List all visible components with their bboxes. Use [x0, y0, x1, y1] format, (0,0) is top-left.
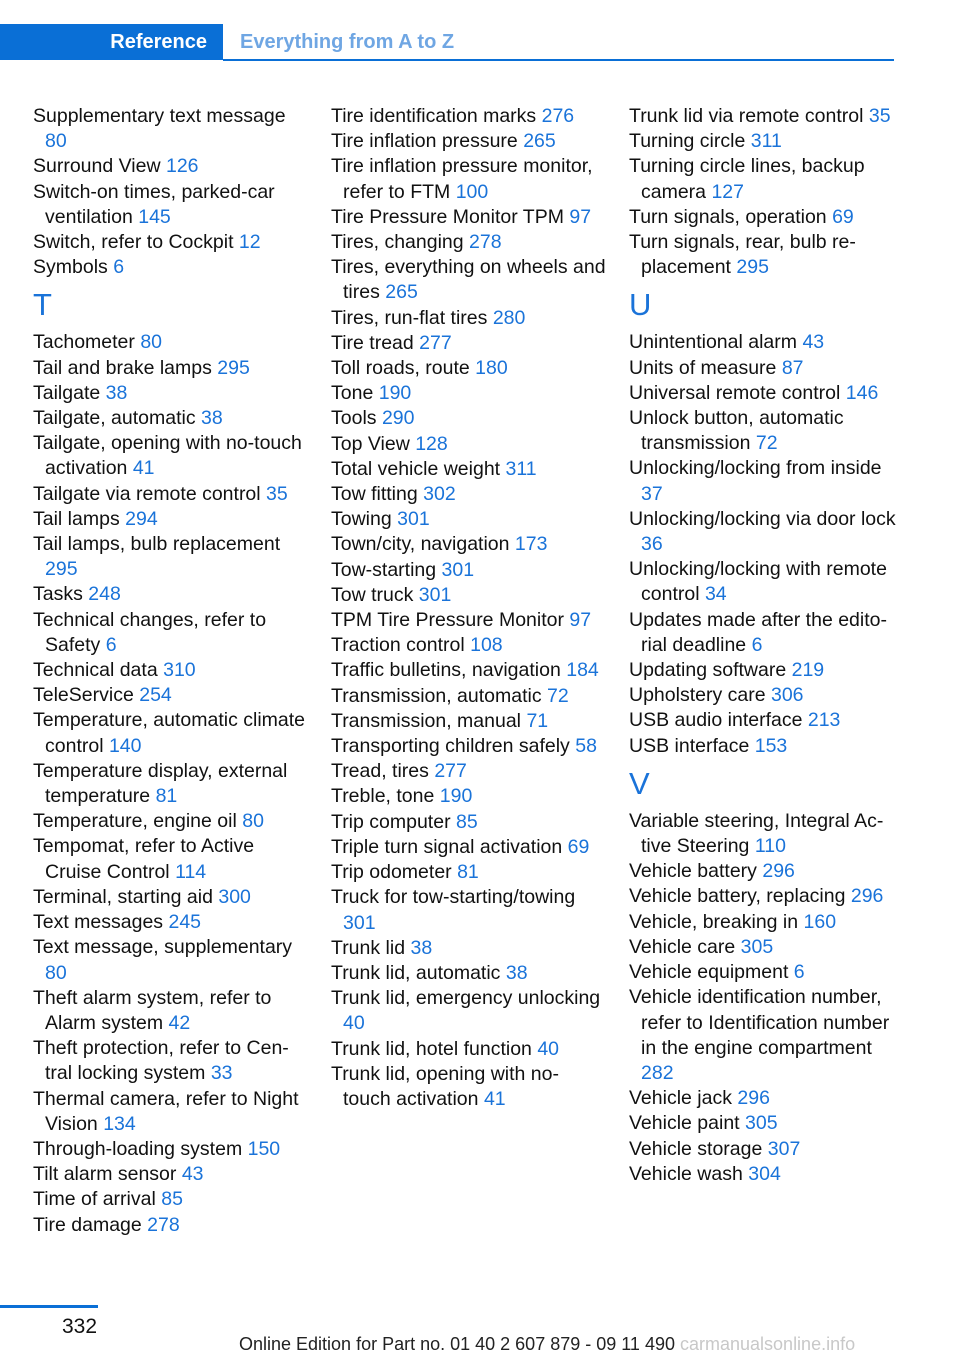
index-entry [331, 356, 606, 381]
index-entry [331, 633, 606, 658]
index-page-link[interactable]: 6 [793, 961, 805, 984]
index-entry-text: Updating software [629, 659, 787, 682]
index-page-link[interactable]: 301 [397, 508, 430, 531]
footer-rule [0, 1305, 98, 1308]
index-entry [331, 104, 606, 129]
index-page-link[interactable]: 296 [850, 885, 884, 908]
index-entry [33, 1187, 308, 1212]
index-entry-text: Technical changes, refer to Safety [33, 608, 267, 656]
index-page-link[interactable]: 12 [238, 231, 261, 254]
index-entry-text: Vehicle storage [629, 1137, 763, 1160]
index-entry-text: Tire inflation pressure [331, 130, 518, 153]
index-entry [629, 608, 904, 658]
index-entry-text: Temperature, automatic climate control [33, 709, 306, 757]
index-entry-text: Treble, tone [331, 785, 435, 808]
index-entry [33, 683, 308, 708]
index-entry-text: Tailgate, opening with no-touch activation [33, 432, 302, 480]
index-entry-text: Terminal, starting aid [33, 885, 213, 908]
index-page-link[interactable]: 41 [132, 457, 155, 480]
index-entry [331, 255, 606, 305]
index-entry-text: Traction control [331, 634, 465, 657]
index-entry [331, 406, 606, 431]
index-page-link[interactable]: 6 [105, 633, 117, 656]
index-page-link[interactable]: 69 [567, 835, 590, 858]
index-page-link[interactable]: 72 [547, 684, 569, 707]
index-entry-text: Unlock button, automatic transmission [629, 407, 844, 455]
index-page-link[interactable]: 80 [242, 810, 264, 833]
index-page-link[interactable]: 127 [711, 180, 744, 203]
index-page-link[interactable]: 6 [751, 633, 763, 656]
index-entry-text: Tail lamps [33, 507, 120, 530]
index-entry [33, 759, 308, 809]
section-tab: Reference [0, 24, 223, 60]
index-entry [331, 331, 606, 356]
index-page-link[interactable]: 245 [168, 911, 202, 934]
index-page-link[interactable]: 100 [455, 180, 489, 203]
index-entry [629, 205, 904, 230]
index-entry-text: Unlocking/locking with remote control [629, 558, 887, 606]
index-entry [629, 557, 904, 607]
index-entry-text: TeleService [33, 684, 134, 707]
index-entry-text: Surround View [33, 155, 161, 178]
index-page-link[interactable]: 302 [423, 483, 456, 506]
index-page-link[interactable]: 38 [505, 961, 528, 984]
index-page-link[interactable]: 278 [147, 1213, 180, 1236]
index-entry-text: Time of arrival [33, 1188, 156, 1211]
header-rule [223, 59, 894, 61]
index-entry [33, 431, 308, 481]
index-entry [331, 709, 606, 734]
index-entry-text: Switch-on times, parked-car ventilation [33, 180, 275, 228]
index-entry [33, 1137, 308, 1162]
index-entry-text: Trip odometer [331, 861, 452, 884]
index-entry [33, 356, 308, 381]
index-entry [331, 860, 606, 885]
index-entry-text: Vehicle equipment [629, 961, 789, 984]
index-entry [33, 180, 308, 230]
index-entry [331, 936, 606, 961]
index-entry-text: Truck for tow-starting/towing [331, 886, 576, 909]
index-page-link[interactable]: 304 [748, 1162, 781, 1185]
index-entry-text: Vehicle, breaking in [629, 910, 799, 933]
index-entry [629, 330, 904, 355]
index-entry-text: Trunk lid, emergency unlocking [331, 987, 601, 1010]
index-entry-text: TPM Tire Pressure Monitor [331, 609, 564, 632]
index-entry [33, 834, 308, 884]
index-entry [33, 482, 308, 507]
index-entry-text: Unlocking/locking from inside [629, 457, 882, 480]
index-entry [33, 658, 308, 683]
index-page-link[interactable]: 265 [523, 130, 556, 153]
edition-note: Online Edition for Part no. 01 40 2 607 879 - 09 11 490 [239, 1334, 675, 1354]
index-page-link[interactable]: 80 [140, 331, 163, 354]
index-entry [331, 835, 606, 860]
index-entry-text: Variable steering, Integral Active Steering [629, 809, 884, 858]
index-page-link[interactable]: 71 [526, 709, 549, 732]
index-page-link[interactable]: 295 [217, 356, 250, 379]
index-entry [33, 154, 308, 179]
index-entry-text: Updates made after the editorial deadline [629, 608, 887, 656]
index-page-link[interactable]: 58 [575, 735, 597, 758]
index-entry [33, 1162, 308, 1187]
index-entry [629, 985, 904, 1086]
index-entry [629, 129, 904, 154]
index-entry [629, 1137, 904, 1162]
index-entry [331, 558, 606, 583]
index-page-link[interactable]: 219 [791, 659, 825, 682]
index-page-link[interactable]: 294 [125, 507, 158, 530]
index-page-link[interactable]: 42 [168, 1011, 191, 1034]
index-entry [629, 658, 904, 683]
index-page-link[interactable]: 43 [802, 331, 825, 354]
index-entry [629, 1111, 904, 1136]
index-entry [331, 986, 606, 1036]
index-entry-text: Vehicle wash [629, 1162, 743, 1185]
index-entry-text: Thermal camera, refer to Night Vision [33, 1087, 299, 1135]
index-column-3 [629, 104, 904, 1187]
index-entry [331, 457, 606, 482]
index-entry-text: Trunk lid via remote control [629, 105, 864, 127]
index-entry-text: Vehicle jack [629, 1087, 732, 1110]
index-entry [331, 583, 606, 608]
index-page-link[interactable]: 87 [781, 356, 804, 379]
index-page-link[interactable]: 295 [45, 558, 78, 581]
index-entry [331, 381, 606, 406]
index-entry [33, 809, 308, 834]
index-entry-text: Trunk lid, opening with no-touch activation [331, 1062, 559, 1110]
index-page-link[interactable]: 280 [492, 306, 526, 329]
index-page-link[interactable]: 34 [704, 583, 727, 606]
index-entry-text: Vehicle care [629, 935, 736, 958]
index-page-link[interactable]: 97 [569, 205, 592, 228]
index-page-link[interactable]: 40 [537, 1037, 560, 1060]
index-page-link[interactable]: 33 [210, 1062, 233, 1085]
index-entry [33, 608, 308, 658]
index-entry [629, 1162, 904, 1187]
index-entry-text: Vehicle identification number, refer to Identification number in the engine compartment [629, 986, 890, 1059]
index-entry [331, 482, 606, 507]
index-entry-text: Town/city, navigation [331, 533, 510, 556]
index-page-link[interactable]: 69 [832, 205, 854, 228]
index-page-link[interactable]: 81 [155, 785, 178, 808]
index-entry [629, 910, 904, 935]
index-entry [33, 582, 308, 607]
index-entry-text: Vehicle battery [629, 860, 757, 883]
index-page-link[interactable]: 81 [457, 861, 479, 884]
index-page-link[interactable]: 290 [381, 407, 415, 430]
index-entry-text: Towing [331, 508, 392, 531]
index-page-link[interactable]: 35 [266, 482, 288, 505]
index-page-link[interactable]: 306 [770, 684, 804, 707]
index-page-link[interactable]: 38 [105, 381, 128, 404]
index-entry [629, 734, 904, 759]
index-letter-heading: T [33, 287, 52, 323]
index-entry-text: Trip computer [331, 810, 451, 833]
index-entry [33, 1087, 308, 1137]
index-page-link[interactable]: 282 [641, 1061, 674, 1084]
index-entry-text: Tachometer [33, 331, 135, 354]
index-entry-text: Turning circle lines, backup camera [629, 155, 865, 203]
index-entry [33, 935, 308, 985]
index-page-link[interactable]: 72 [755, 432, 778, 455]
index-entry-text: Tires, run-flat tires [331, 306, 488, 329]
index-entry-text: Text messages [33, 911, 164, 934]
index-entry [33, 507, 308, 532]
index-entry [33, 330, 308, 355]
index-entry [33, 255, 308, 280]
index-entry-text: Tasks [33, 583, 83, 606]
index-entry-text: Text message, supplementary [33, 936, 293, 959]
index-entry-text: Tone [331, 382, 374, 405]
index-entry [331, 507, 606, 532]
index-page-link[interactable]: 180 [475, 357, 508, 380]
index-page-link[interactable]: 145 [138, 205, 171, 228]
index-entry [331, 205, 606, 230]
index-entry [33, 885, 308, 910]
index-entry-text: Tire inflation pressure monitor, refer to FTM [331, 155, 593, 203]
index-entry-text: Technical data [33, 659, 158, 682]
index-page-link[interactable]: 160 [803, 910, 837, 933]
index-page-link[interactable]: 301 [418, 583, 452, 606]
index-entry-text: Unintentional alarm [629, 331, 798, 354]
index-entry [629, 884, 904, 909]
index-entry [33, 532, 308, 582]
index-entry [33, 1036, 308, 1086]
index-entry-text: Toll roads, route [331, 357, 470, 380]
index-entry-text: Traffic bulletins, navigation [331, 659, 561, 682]
index-entry [331, 230, 606, 255]
index-column-1 [33, 104, 308, 1238]
index-entry [629, 104, 904, 129]
index-entry-text: Top View [331, 432, 410, 455]
index-entry-text: Tire Pressure Monitor TPM [331, 205, 564, 228]
index-entry-text: Tires, everything on wheels and tires [331, 256, 606, 304]
index-entry-text: Tread, tires [331, 760, 429, 783]
index-page-link[interactable]: 296 [762, 860, 795, 883]
subsection-title: Everything from A to Z [240, 31, 455, 53]
index-page-link[interactable]: 190 [378, 382, 412, 405]
index-page-link[interactable]: 305 [740, 935, 774, 958]
page-number: 332 [62, 1315, 98, 1338]
index-column-2 [331, 104, 606, 1112]
index-page-link[interactable]: 311 [750, 130, 782, 153]
index-entry [629, 708, 904, 733]
index-entry-text: Tailgate [33, 381, 101, 404]
index-entry [33, 230, 308, 255]
index-entry-text: Tailgate, automatic [33, 407, 196, 430]
index-entry [629, 154, 904, 204]
index-page-link[interactable]: 38 [201, 407, 223, 430]
index-page-link[interactable]: 35 [868, 105, 891, 127]
index-entry-text: Transmission, manual [331, 709, 522, 732]
index-letter-heading: U [629, 287, 652, 323]
index-entry [331, 684, 606, 709]
index-page-link[interactable]: 265 [385, 281, 418, 304]
index-page-link[interactable]: 277 [434, 760, 467, 783]
index-page-link[interactable]: 296 [737, 1087, 770, 1110]
index-page-link[interactable]: 40 [343, 1012, 365, 1035]
index-page-link[interactable]: 80 [45, 130, 67, 153]
index-page-link[interactable]: 126 [165, 155, 199, 178]
index-entry [33, 910, 308, 935]
index-entry-text: Temperature, engine oil [33, 810, 237, 833]
index-entry [33, 381, 308, 406]
index-entry-text: Total vehicle weight [331, 457, 501, 480]
index-page-link[interactable]: 153 [754, 734, 788, 757]
index-entry [629, 935, 904, 960]
index-page-link[interactable]: 6 [113, 256, 125, 279]
index-entry [629, 859, 904, 884]
index-entry [331, 1062, 606, 1112]
index-entry [331, 810, 606, 835]
index-entry [629, 406, 904, 456]
index-entry [629, 381, 904, 406]
index-page-link[interactable]: 110 [754, 835, 786, 858]
index-page-link[interactable]: 305 [745, 1112, 778, 1135]
index-entry [331, 961, 606, 986]
index-entry-text: Tail and brake lamps [33, 356, 212, 379]
index-page-link[interactable]: 114 [175, 860, 207, 883]
index-entry [629, 356, 904, 381]
index-entry-text: Tire damage [33, 1213, 142, 1236]
index-entry-text: Transporting children safely [331, 735, 570, 758]
index-entry [331, 658, 606, 683]
index-page-link[interactable]: 80 [45, 961, 67, 984]
index-entry-text: Turning circle [629, 130, 746, 153]
index-entry-text: Upholstery care [629, 684, 766, 707]
index-page-link[interactable]: 254 [139, 684, 172, 707]
index-page-link[interactable]: 307 [767, 1137, 801, 1160]
index-entry [331, 154, 606, 204]
index-page-link[interactable]: 43 [181, 1163, 204, 1186]
index-entry [331, 129, 606, 154]
index-page-link[interactable]: 184 [566, 659, 599, 682]
index-entry [331, 432, 606, 457]
index-entry-text: Through-loading system [33, 1137, 243, 1160]
index-entry [33, 708, 308, 758]
index-entry [331, 532, 606, 557]
index-entry [33, 104, 308, 154]
index-entry-text: Tailgate via remote control [33, 482, 261, 505]
index-entry [629, 507, 904, 557]
index-entry [33, 1213, 308, 1238]
index-page-link[interactable]: 311 [505, 457, 537, 480]
index-page-link[interactable]: 85 [161, 1188, 183, 1211]
index-entry-text: Universal remote control [629, 381, 841, 404]
index-entry-text: Tire tread [331, 331, 414, 354]
index-page-link[interactable]: 85 [455, 810, 478, 833]
index-entry [331, 784, 606, 809]
index-entry-text: Tow fitting [331, 483, 418, 506]
index-entry [331, 885, 606, 935]
index-entry-text: Turn signals, rear, bulb replacement [629, 231, 856, 279]
index-page-link[interactable]: 310 [163, 659, 196, 682]
index-entry-text: Tires, changing [331, 231, 464, 254]
index-entry [629, 1086, 904, 1111]
page-header [0, 24, 894, 62]
index-entry-text: Tempomat, refer to Active Cruise Control [33, 835, 255, 883]
index-entry [629, 809, 904, 859]
index-page-link[interactable]: 295 [736, 256, 769, 279]
index-entry-text: Units of measure [629, 356, 777, 379]
index-entry-text: Temperature display, external temperature [33, 759, 288, 808]
index-page-link[interactable]: 300 [218, 885, 251, 908]
index-page-link[interactable]: 36 [641, 533, 663, 556]
index-entry-text: Trunk lid, automatic [331, 961, 501, 984]
index-entry-text: Theft alarm system, refer to Alarm system [33, 986, 272, 1034]
index-page-link[interactable]: 128 [415, 432, 448, 455]
index-entry-text: Transmission, automatic [331, 684, 542, 707]
index-entry-text: Tools [331, 407, 377, 430]
index-page-link[interactable]: 276 [541, 105, 575, 127]
index-page-link[interactable]: 173 [514, 533, 548, 556]
index-entry [629, 230, 904, 280]
index-page-link[interactable]: 108 [470, 634, 503, 657]
index-entry-text: Symbols [33, 256, 108, 279]
index-page-link[interactable]: 37 [641, 482, 663, 505]
index-page-link[interactable]: 190 [439, 785, 473, 808]
index-entry-text: Tow-starting [331, 558, 437, 581]
index-entry [629, 683, 904, 708]
index-page-link[interactable]: 150 [247, 1137, 281, 1160]
watermark: carmanualsonline.info [680, 1334, 856, 1354]
index-letter-heading: V [629, 765, 650, 801]
index-page-link[interactable]: 278 [469, 231, 502, 254]
index-page-link[interactable]: 277 [419, 331, 452, 354]
index-page-link[interactable]: 38 [410, 936, 433, 959]
index-entry [33, 406, 308, 431]
index-page-link[interactable]: 213 [807, 709, 841, 732]
index-page-link[interactable]: 97 [569, 609, 592, 632]
index-page-link[interactable]: 140 [108, 734, 142, 757]
index-page-link[interactable]: 301 [441, 558, 475, 581]
index-entry-text: Triple turn signal activation [331, 835, 563, 858]
index-page-link[interactable]: 301 [343, 911, 376, 934]
index-entry [629, 456, 904, 506]
index-entry [331, 759, 606, 784]
index-entry-text: Switch, refer to Cockpit [33, 231, 234, 254]
index-entry [33, 986, 308, 1036]
index-entry-text: Tilt alarm sensor [33, 1163, 177, 1186]
index-entry-text: Trunk lid, hotel function [331, 1037, 532, 1060]
index-entry-text: Turn signals, operation [629, 205, 827, 228]
index-entry-text: Supplementary text message [33, 105, 286, 127]
index-entry-text: Unlocking/locking via door lock [629, 507, 896, 530]
index-entry-text: Tire identification marks [331, 105, 537, 127]
index-page-link[interactable]: 134 [103, 1112, 136, 1135]
index-entry-text: Vehicle paint [629, 1112, 740, 1135]
index-entry [331, 1037, 606, 1062]
index-entry-text: Tow truck [331, 583, 414, 606]
index-page-link[interactable]: 146 [845, 381, 879, 404]
index-entry-text: USB interface [629, 734, 750, 757]
index-entry-text: Trunk lid [331, 936, 406, 959]
index-page-link[interactable]: 248 [88, 583, 121, 606]
index-entry-text: Tail lamps, bulb replacement [33, 533, 281, 556]
index-entry-text: USB audio interface [629, 709, 803, 732]
index-entry [629, 960, 904, 985]
index-entry-text: Vehicle battery, replacing [629, 885, 846, 908]
index-entry-text: Theft protection, refer to Central locking system [33, 1037, 289, 1085]
index-entry [331, 734, 606, 759]
index-entry [331, 608, 606, 633]
index-page-link[interactable]: 41 [483, 1087, 506, 1110]
index-entry [331, 306, 606, 331]
